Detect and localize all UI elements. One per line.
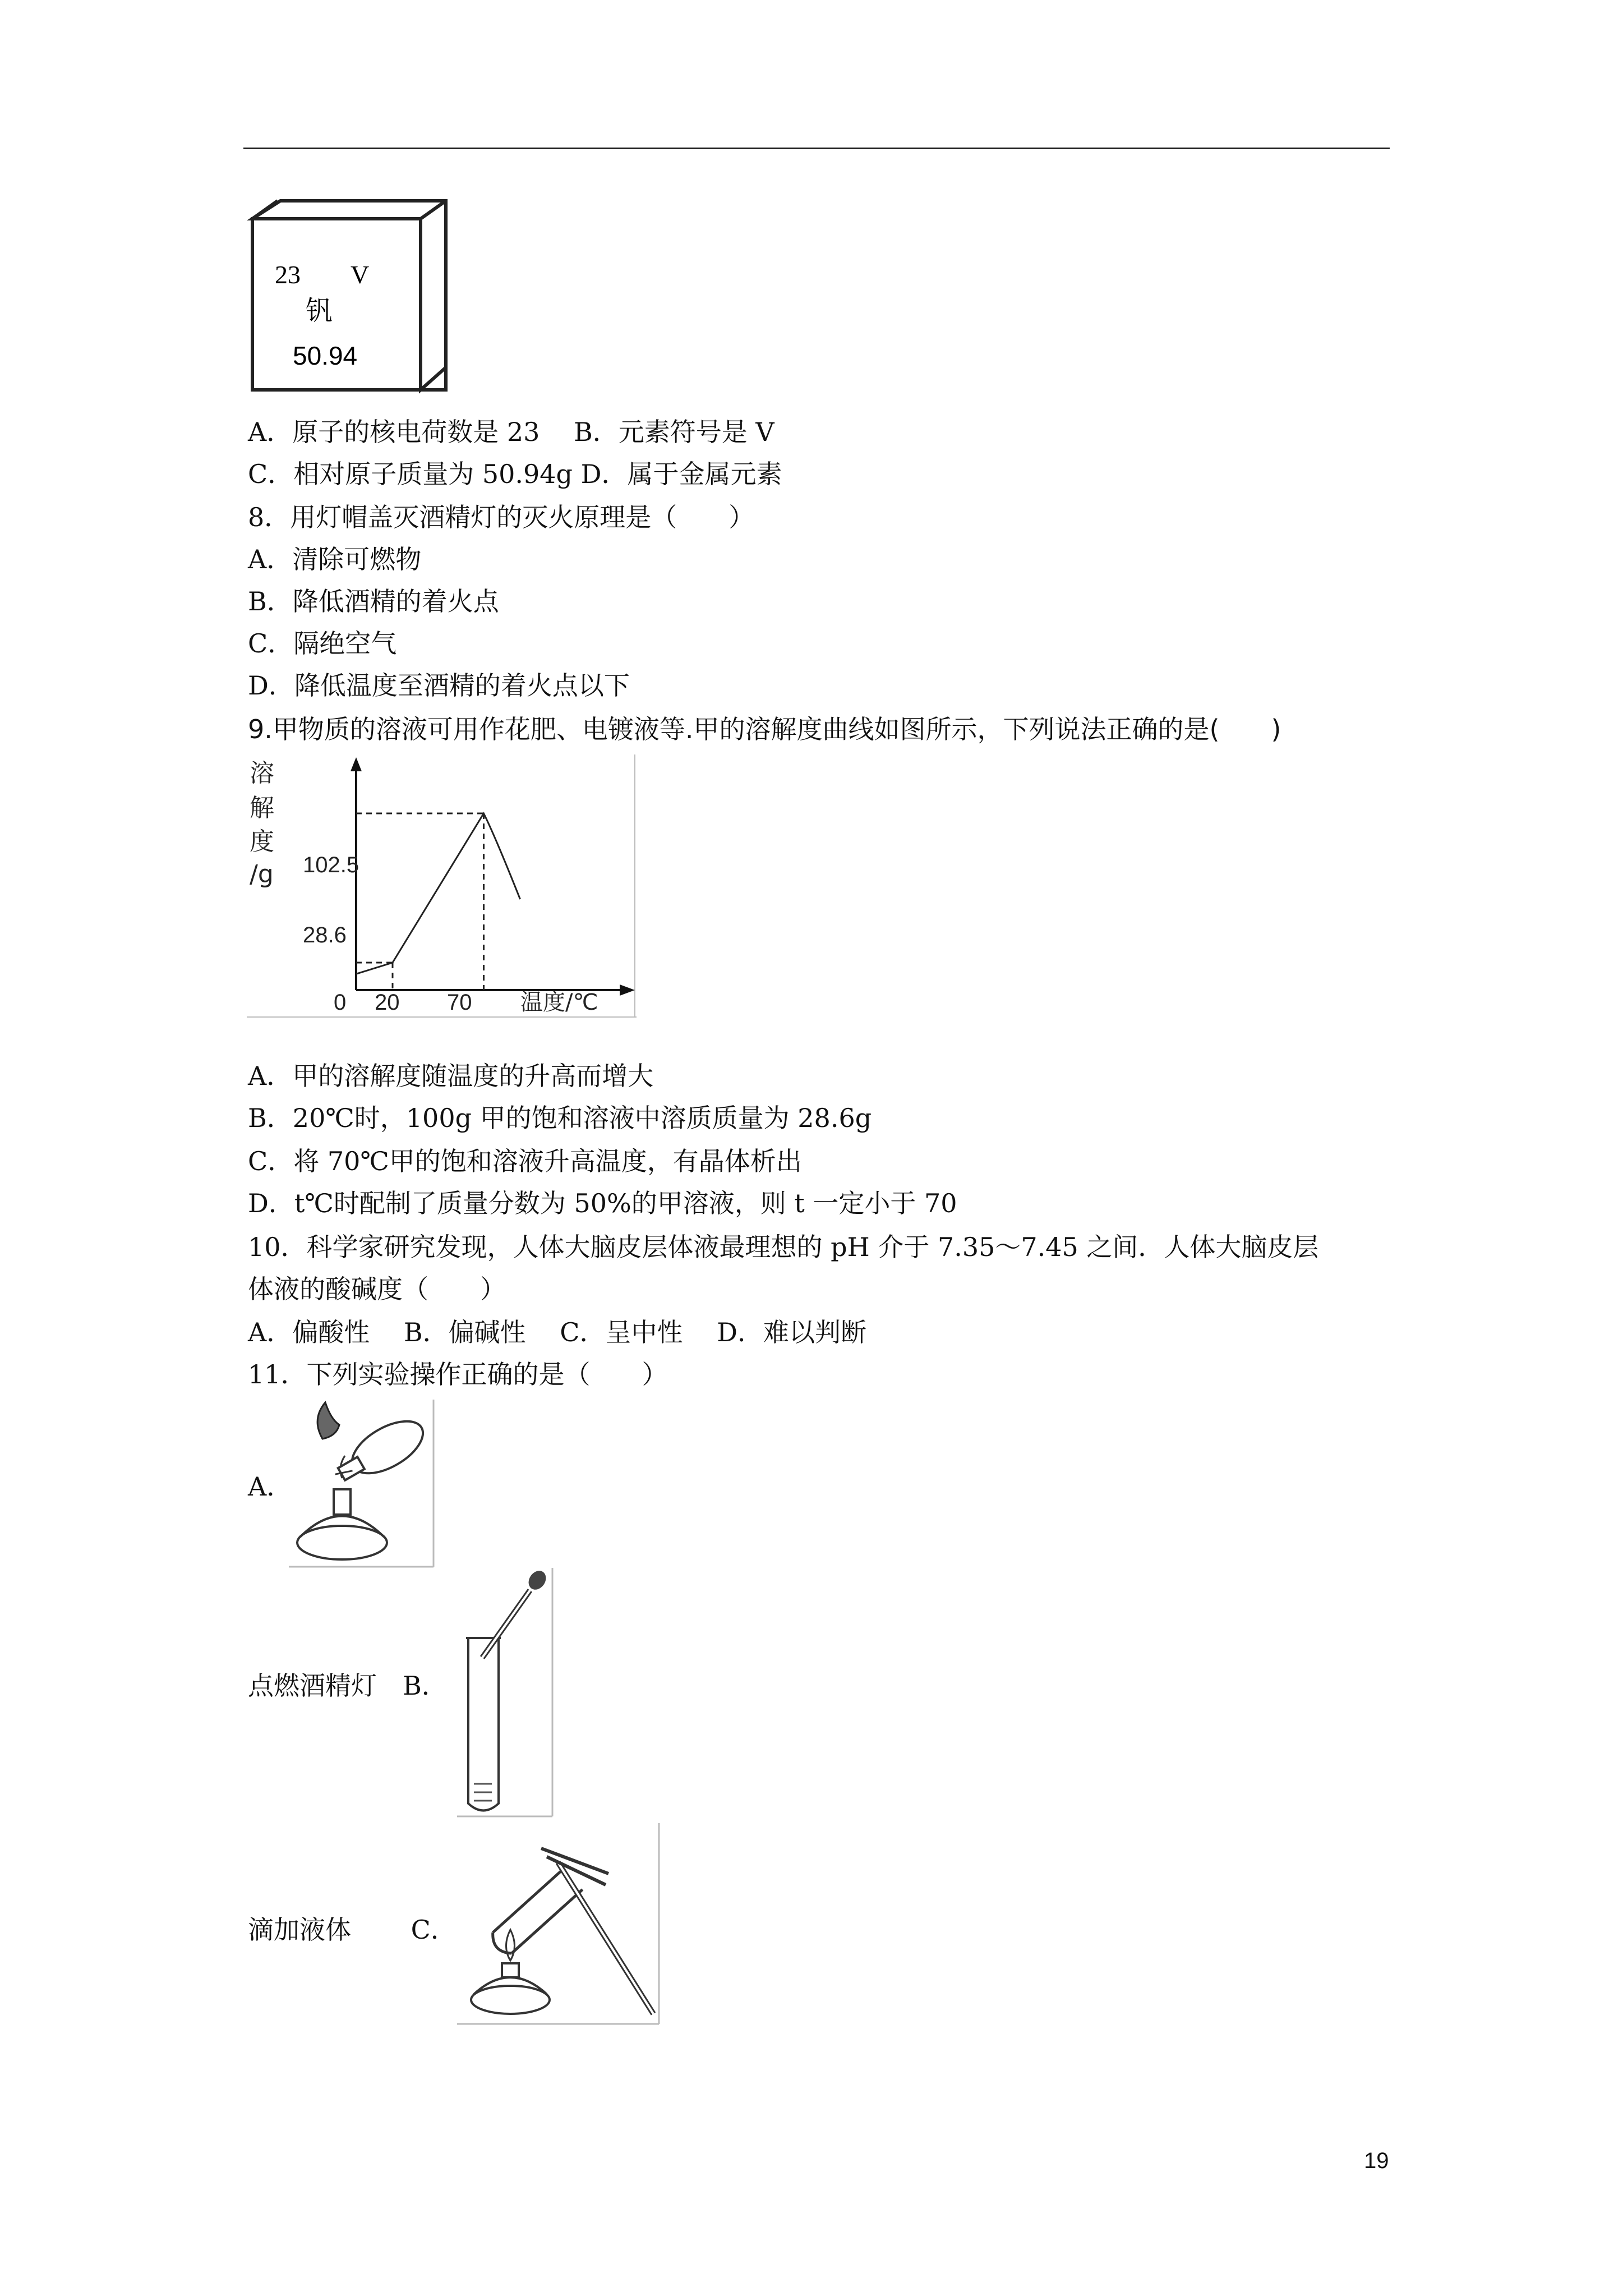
q11-option-a-label: A． [248,1471,293,1502]
q11-option-c-caption: 滴加液体 C． [248,1915,457,1945]
solubility-chart [247,754,639,1018]
alcohol-lamp-lighting-illustration [289,1400,435,1568]
q7-options-cd: C．相对原子质量为 50.94g D．属于金属元素 [248,459,782,489]
q8-option-d: D．降低温度至酒精的着火点以下 [248,670,630,701]
q7-options-ab: A．原子的核电荷数是 23 B．元素符号是 V [248,417,774,447]
q10-stem-line-2: 体液的酸碱度（ ） [248,1274,506,1304]
x-tick-label-0: 0 [334,990,347,1015]
card-top-face [252,201,446,219]
q9-option-d: D．t℃时配制了质量分数为 50%的甲溶液，则 t 一定小于 70 [248,1188,957,1218]
q9-option-a: A．甲的溶解度随温度的升高而增大 [248,1061,654,1091]
card-side-face [421,201,446,390]
q9-option-b: B．20℃时，100g 甲的饱和溶液中溶质质量为 28.6g [248,1103,872,1133]
element-symbol: V [351,260,370,289]
dropper-test-tube-illustration [457,1568,555,1818]
header-rule [243,148,1390,149]
q8-option-b: B．降低酒精的着火点 [248,586,499,616]
solubility-curve [356,813,520,974]
q10-stem-line-1: 10．科学家研究发现，人体大脑皮层体液最理想的 pH 介于 7.35～7.45 之间．人体大脑皮层 [248,1232,1319,1262]
atomic-mass: 50.94 [293,341,358,370]
y-axis-label-char-1: 溶 [250,759,274,788]
element-name: 钒 [306,295,333,326]
x-tick-label-70: 70 [447,990,472,1015]
q9-stem: 9.甲物质的溶液可用作花肥、电镀液等.甲的溶解度曲线如图所示，下列说法正确的是( ) [248,714,1281,744]
q8-option-c: C．隔绝空气 [248,628,397,659]
y-axis-label-char-4: /g [250,860,274,889]
q11-option-b-caption: 点燃酒精灯 B． [248,1671,448,1701]
x-axis-label: 温度/℃ [520,990,598,1015]
y-axis-label-char-3: 度 [250,827,274,856]
q9-option-c: C．将 70℃甲的饱和溶液升高温度，有晶体析出 [248,1146,802,1176]
y-axis-label-char-2: 解 [250,794,274,822]
atomic-number: 23 [275,260,301,289]
element-card-figure [247,199,454,398]
heating-test-tube-illustration [457,1823,662,2025]
x-tick-label-20: 20 [375,990,400,1015]
page-number: 19 [1364,2148,1389,2173]
q8-stem: 8．用灯帽盖灭酒精灯的灭火原理是（ ） [248,502,755,532]
q8-option-a: A．清除可燃物 [248,544,422,574]
q11-stem: 11．下列实验操作正确的是（ ） [248,1359,668,1389]
q10-options: A．偏酸性 B．偏碱性 C．呈中性 D．难以判断 [248,1317,866,1347]
y-tick-label-28-6: 28.6 [303,923,347,947]
y-tick-label-102-5: 102.5 [303,853,359,877]
